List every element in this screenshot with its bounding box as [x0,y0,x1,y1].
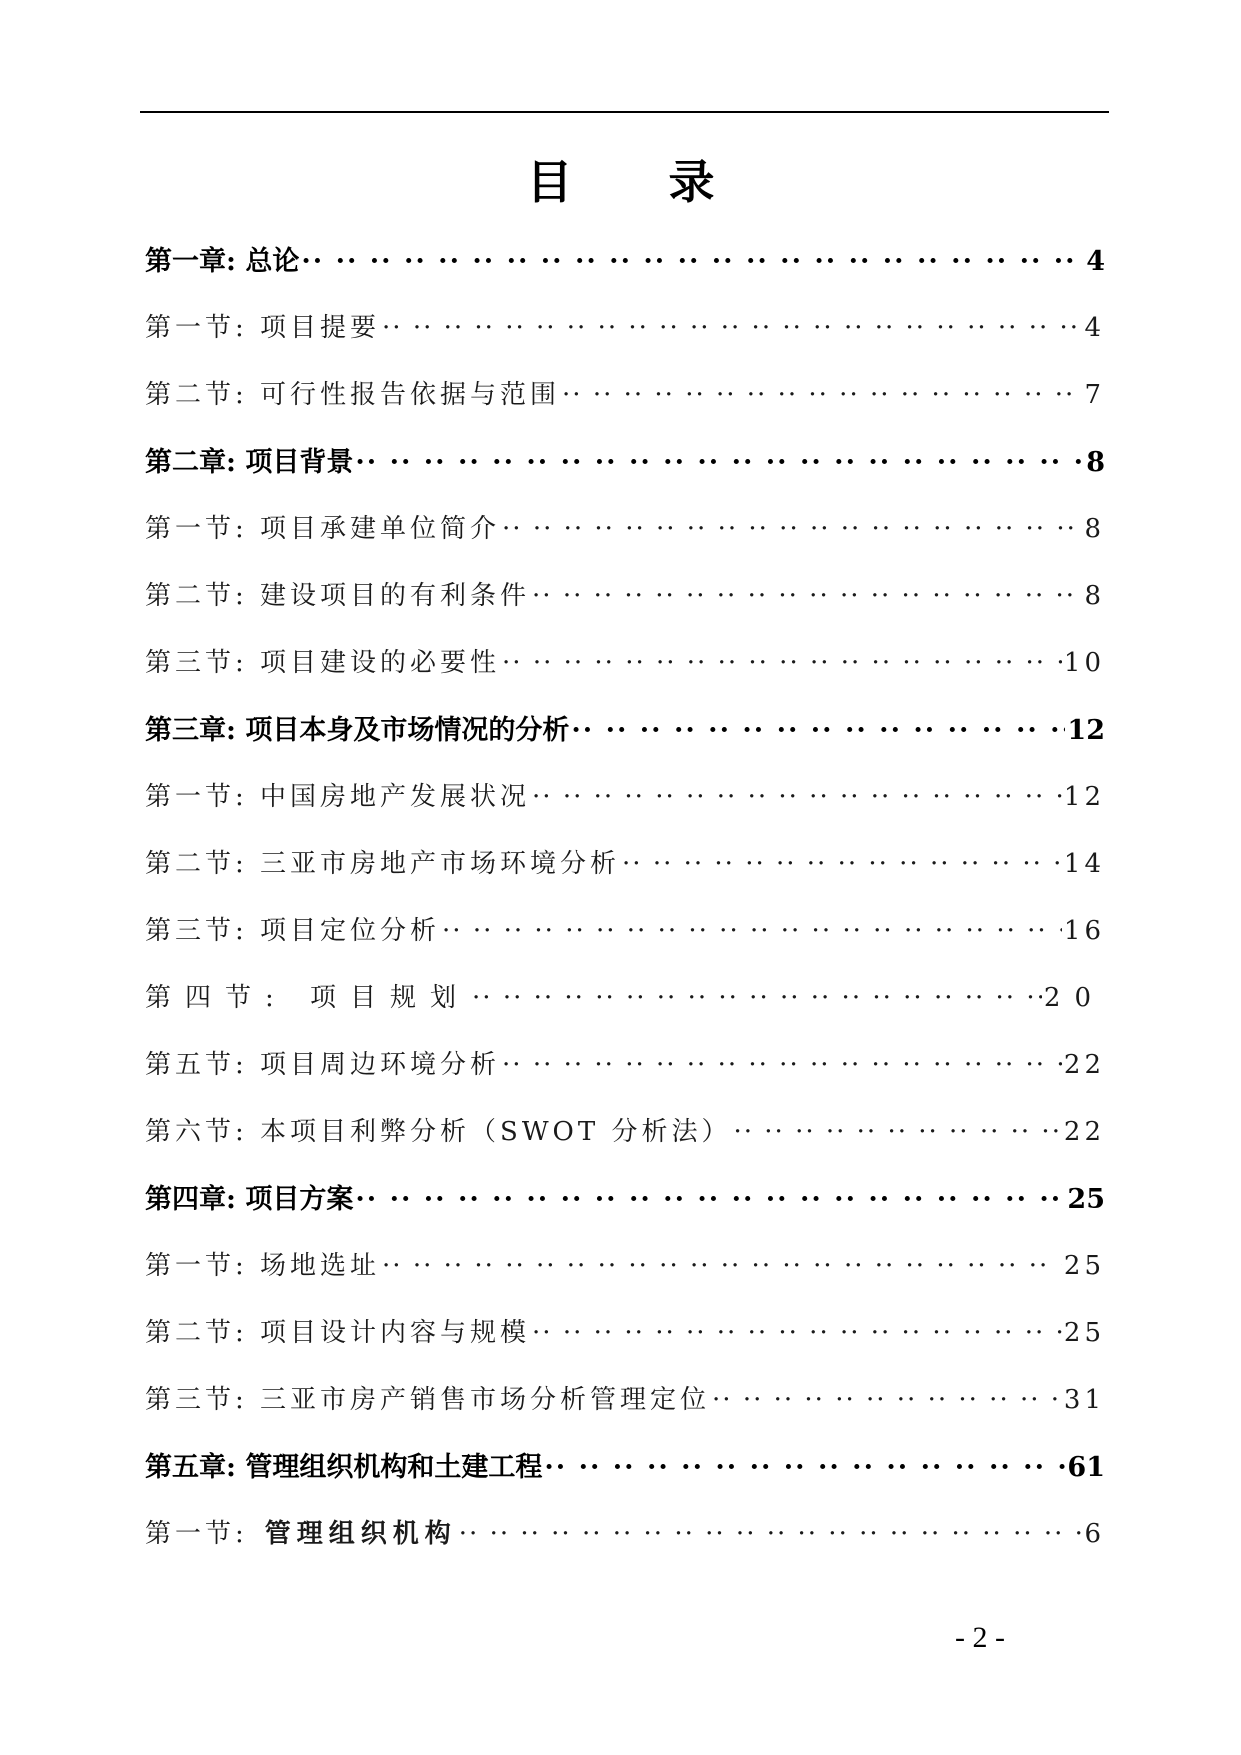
toc-entry-page: 4 [1086,246,1105,277]
toc-section-1-1[interactable] [145,295,1105,362]
dot-leader [502,496,1082,563]
dot-leader [532,1300,1062,1367]
toc-section-3-1[interactable] [145,764,1105,831]
toc-chapter-2[interactable] [145,429,1105,496]
toc-entry-label-prefix: 第一节: [145,1519,248,1549]
toc-entry-page: 8 [1084,514,1105,544]
toc-entry-label: 第五章: 管理组织机构和土建工程 [145,1452,543,1483]
toc-entry-page: 7 [1084,380,1105,410]
dot-leader [502,630,1062,697]
dot-leader [532,563,1082,630]
table-of-contents [145,228,1105,1568]
toc-entry-page: 22 [1063,1050,1105,1080]
page-number: - 2 - [955,1621,1005,1654]
dot-leader [355,429,1084,496]
toc-entry-label: 第二节: 三亚市房地产市场环境分析 [145,849,621,879]
toc-chapter-3[interactable] [145,697,1105,764]
toc-entry-label: 第四章: 项目方案 [145,1184,354,1215]
toc-entry-page: 16 [1063,916,1105,946]
toc-entry-page: 8 [1086,447,1105,478]
toc-entry-page: 61 [1067,1452,1105,1483]
toc-section-3-5[interactable] [145,1032,1105,1099]
header-rule [140,111,1109,113]
toc-chapter-1[interactable] [145,228,1105,295]
dot-leader [544,1434,1065,1501]
dot-leader [562,362,1082,429]
dot-leader [502,1032,1062,1099]
toc-entry-label: 第二节: 项目设计内容与规模 [145,1318,531,1348]
toc-entry-label: 第四节: 项目规划 [145,983,471,1013]
dot-leader [442,898,1062,965]
dot-leader [733,1099,1061,1166]
toc-entry-label: 第六节: 本项目利弊分析（SWOT 分析法） [145,1117,732,1147]
toc-entry-label: 第三节: 项目建设的必要性 [145,648,501,678]
dot-leader [355,1166,1065,1233]
toc-entry-label: 第三节: 三亚市房产销售市场分析管理定位 [145,1385,711,1415]
toc-entry-page: 31 [1063,1385,1105,1415]
toc-entry-page: 25 [1067,1184,1105,1215]
dot-leader [571,697,1065,764]
toc-entry-page: 12 [1063,782,1105,812]
toc-section-3-4[interactable] [145,965,1105,1032]
toc-entry-page: 12 [1067,715,1105,746]
toc-section-2-1[interactable] [145,496,1105,563]
toc-entry-page: 14 [1063,849,1105,879]
toc-entry-label: 第一节: 中国房地产发展状况 [145,782,531,812]
toc-entry-page: 20 [1043,983,1105,1013]
toc-section-4-2[interactable] [145,1300,1105,1367]
dot-leader [459,1501,1083,1568]
dot-leader [622,831,1062,898]
dot-leader [382,295,1082,362]
toc-section-2-3[interactable] [145,630,1105,697]
dot-leader [382,1233,1062,1300]
page-title: 目 录 [526,155,755,209]
toc-entry-page: 6 [1084,1519,1105,1549]
toc-entry-label: 第一节: 场地选址 [145,1251,381,1281]
dot-leader [532,764,1062,831]
toc-section-4-3[interactable] [145,1367,1105,1434]
toc-chapter-4[interactable] [145,1166,1105,1233]
dot-leader [712,1367,1062,1434]
dot-leader [301,228,1084,295]
toc-entry-label: 第三章: 项目本身及市场情况的分析 [145,715,570,746]
toc-entry-label: 第二节: 建设项目的有利条件 [145,581,531,611]
toc-entry-label: 第一节: 项目提要 [145,313,381,343]
toc-chapter-5[interactable] [145,1434,1105,1501]
toc-section-3-3[interactable] [145,898,1105,965]
toc-entry-label: 第一章: 总论 [145,246,300,277]
toc-section-3-6[interactable] [145,1099,1105,1166]
toc-entry-page: 4 [1084,313,1105,343]
toc-entry-label: 第二节: 可行性报告依据与范围 [145,380,561,410]
toc-section-4-1[interactable] [145,1233,1105,1300]
dot-leader [472,965,1042,1032]
toc-entry-page: 10 [1063,648,1105,678]
toc-section-3-2[interactable] [145,831,1105,898]
toc-entry-page: 25 [1063,1251,1105,1281]
toc-entry-page: 8 [1084,581,1105,611]
toc-entry-label [145,1501,457,1568]
toc-section-1-2[interactable] [145,362,1105,429]
toc-entry-label: 第二章: 项目背景 [145,447,354,478]
toc-entry-page: 25 [1063,1318,1105,1348]
toc-section-2-2[interactable] [145,563,1105,630]
toc-entry-label-emphasis: 管理组织机构 [264,1519,457,1549]
toc-entry-label: 第一节: 项目承建单位简介 [145,514,501,544]
toc-entry-page: 22 [1063,1117,1105,1147]
toc-section-5-1[interactable] [145,1501,1105,1568]
toc-entry-label: 第五节: 项目周边环境分析 [145,1050,501,1080]
toc-entry-label: 第三节: 项目定位分析 [145,916,441,946]
